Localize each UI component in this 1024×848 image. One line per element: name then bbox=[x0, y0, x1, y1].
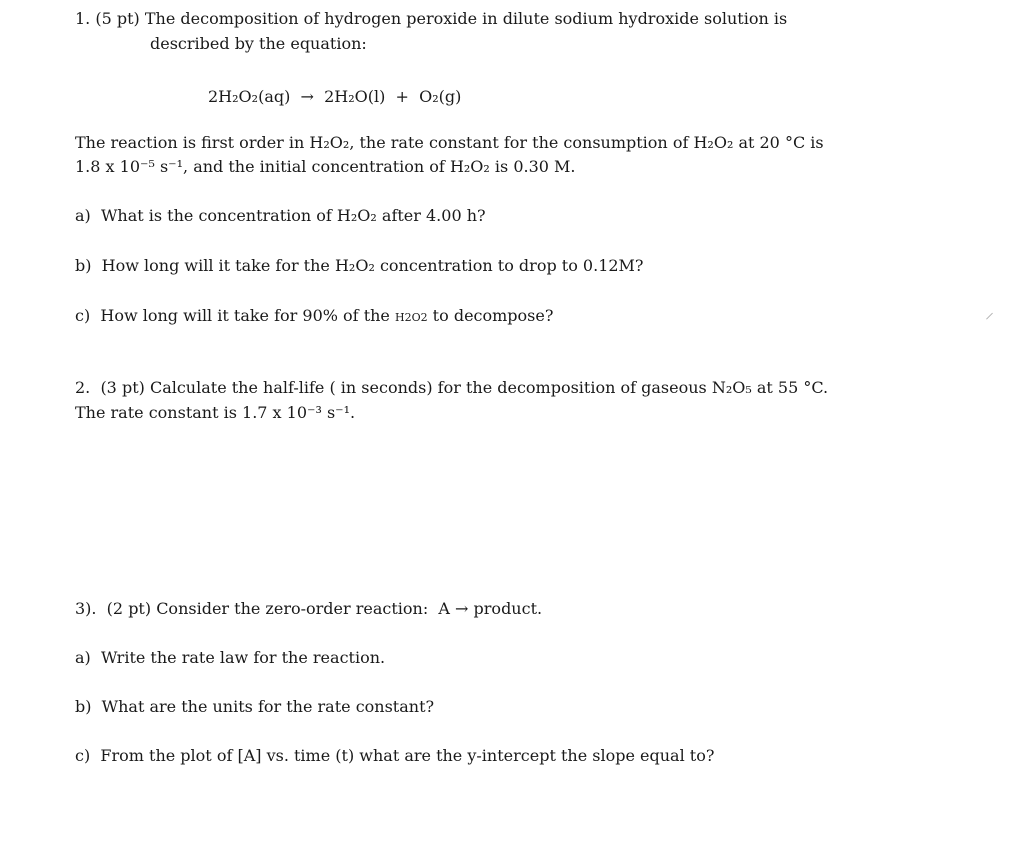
q3-part-a: a) Write the rate law for the reaction. bbox=[75, 648, 386, 667]
q1-equation: 2H₂O₂(aq) → 2H₂O(l) + O₂(g) bbox=[208, 87, 462, 106]
q1-intro-line1: 1. (5 pt) The decomposition of hydrogen peroxide in dilute sodium hydroxide solution is bbox=[75, 9, 788, 28]
q1-part-c bbox=[75, 306, 553, 328]
stray-pen-mark-icon: ⸝ bbox=[985, 302, 994, 323]
q3-part-c: c) From the plot of [A] vs. time (t) what are the y-intercept the slope equal to? bbox=[75, 746, 715, 765]
q2-line1: 2. (3 pt) Calculate the half-life ( in seconds) for the decomposition of gaseous N₂O₅ at 55 °C. bbox=[75, 378, 829, 397]
q1-info-line2: 1.8 x 10⁻⁵ s⁻¹, and the initial concentration of H₂O₂ is 0.30 M. bbox=[75, 157, 576, 176]
q1-part-c-post: to decompose? bbox=[427, 306, 554, 325]
q3-intro: 3). (2 pt) Consider the zero-order reaction: A → product. bbox=[75, 599, 543, 618]
q3-part-b: b) What are the units for the rate constant? bbox=[75, 697, 435, 716]
q1-part-c-formula: H2O2 bbox=[394, 311, 428, 324]
q2-line2: The rate constant is 1.7 x 10⁻³ s⁻¹. bbox=[75, 403, 356, 422]
q1-part-a: a) What is the concentration of H₂O₂ after 4.00 h? bbox=[75, 206, 486, 225]
q1-intro-line2: described by the equation: bbox=[150, 34, 367, 53]
q1-part-c-pre: c) How long will it take for 90% of the bbox=[75, 306, 395, 325]
q1-info-line1: The reaction is first order in H₂O₂, the rate constant for the consumption of H₂O₂ at 20 °C is bbox=[75, 133, 824, 152]
q1-part-b: b) How long will it take for the H₂O₂ concentration to drop to 0.12M? bbox=[75, 256, 644, 275]
